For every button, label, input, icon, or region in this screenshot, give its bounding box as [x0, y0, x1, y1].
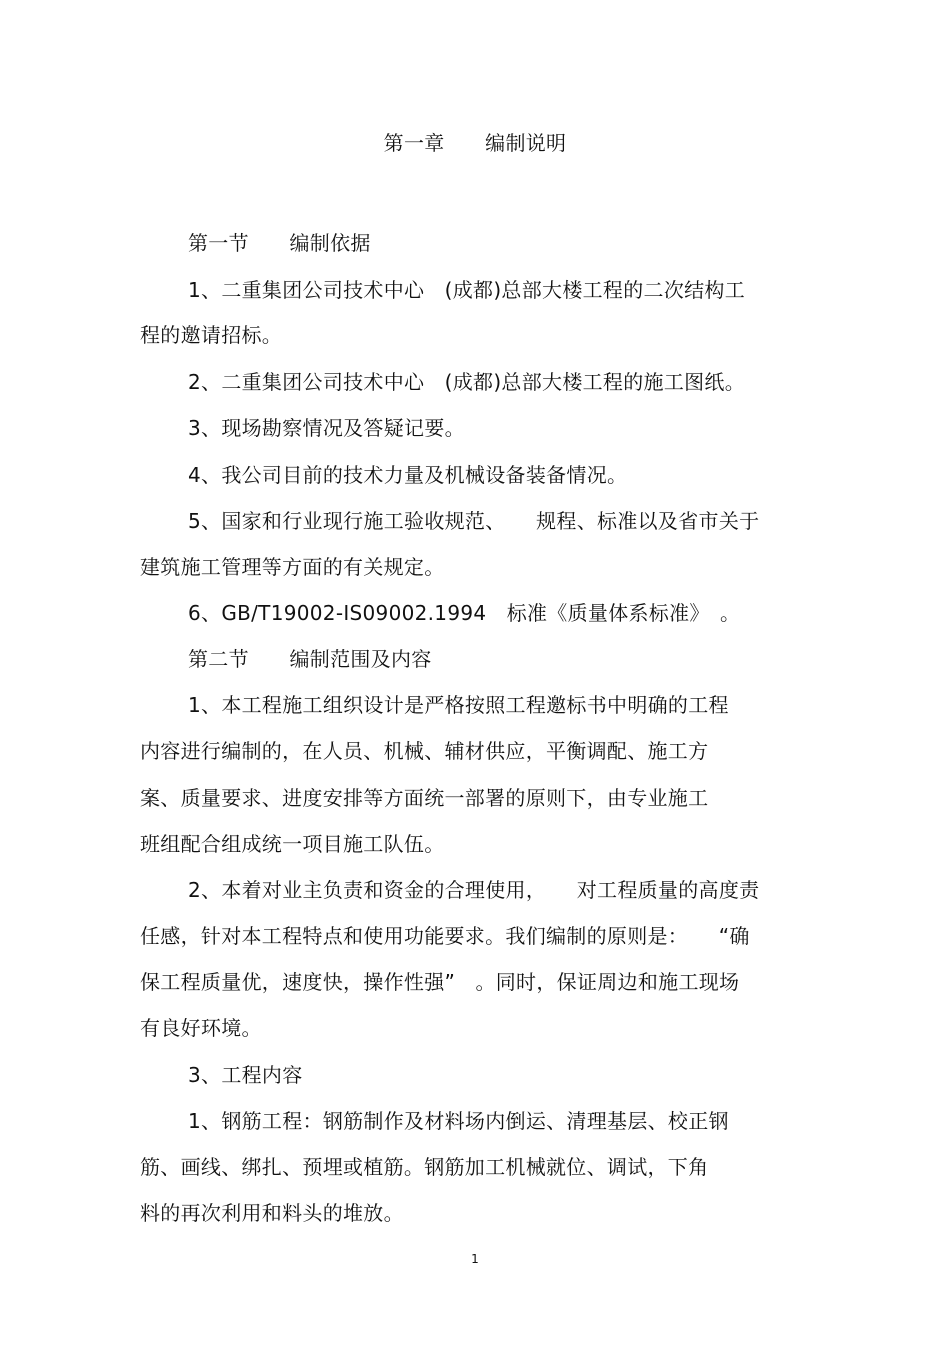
- paragraph-line: 4、我公司目前的技术力量及机械设备装备情况。: [188, 463, 628, 487]
- paragraph-line: 保工程质量优，速度快，操作性强” 。同时，保证周边和施工现场: [140, 970, 740, 994]
- section-heading-2: 第二节 编制范围及内容: [188, 647, 432, 671]
- paragraph-line: 班组配合组成统一项目施工队伍。: [140, 832, 445, 856]
- page-number: 1: [471, 1252, 479, 1266]
- paragraph-line: 2、本着对业主负责和资金的合理使用， 对工程质量的高度责: [188, 878, 760, 902]
- paragraph-line: 筋、画线、绑扎、预埋或植筋。钢筋加工机械就位、调试，下角: [140, 1155, 709, 1179]
- chapter-title: 第一章 编制说明: [383, 131, 567, 155]
- paragraph-line: 内容进行编制的，在人员、机械、辅材供应，平衡调配、施工方: [140, 739, 709, 763]
- paragraph-line: 料的再次利用和料头的堆放。: [140, 1201, 404, 1225]
- paragraph-line: 有良好环境。: [140, 1016, 262, 1040]
- paragraph-line: 建筑施工管理等方面的有关规定。: [140, 555, 445, 579]
- paragraph-line: 程的邀请招标。: [140, 323, 283, 347]
- section-heading-1: 第一节 编制依据: [188, 231, 371, 255]
- paragraph-line: 3、现场勘察情况及答疑记要。: [188, 416, 465, 440]
- subheading: 3、工程内容: [188, 1063, 303, 1087]
- paragraph-line: 任感，针对本工程特点和使用功能要求。我们编制的原则是： “确: [140, 924, 750, 948]
- paragraph-line: 2、二重集团公司技术中心 (成都)总部大楼工程的施工图纸。: [188, 370, 746, 394]
- paragraph-line: 1、钢筋工程：钢筋制作及材料场内倒运、清理基层、校正钢: [188, 1109, 729, 1133]
- paragraph-line: 1、本工程施工组织设计是严格按照工程邀标书中明确的工程: [188, 693, 729, 717]
- paragraph-line: 1、二重集团公司技术中心 (成都)总部大楼工程的二次结构工: [188, 278, 746, 302]
- paragraph-line: 案、质量要求、进度安排等方面统一部署的原则下，由专业施工: [140, 786, 709, 810]
- paragraph-line: 5、国家和行业现行施工验收规范、 规程、标准以及省市关于: [188, 509, 760, 533]
- paragraph-line: 6、GB/T19002-IS09002.1994 标准《质量体系标准》 。: [188, 601, 741, 625]
